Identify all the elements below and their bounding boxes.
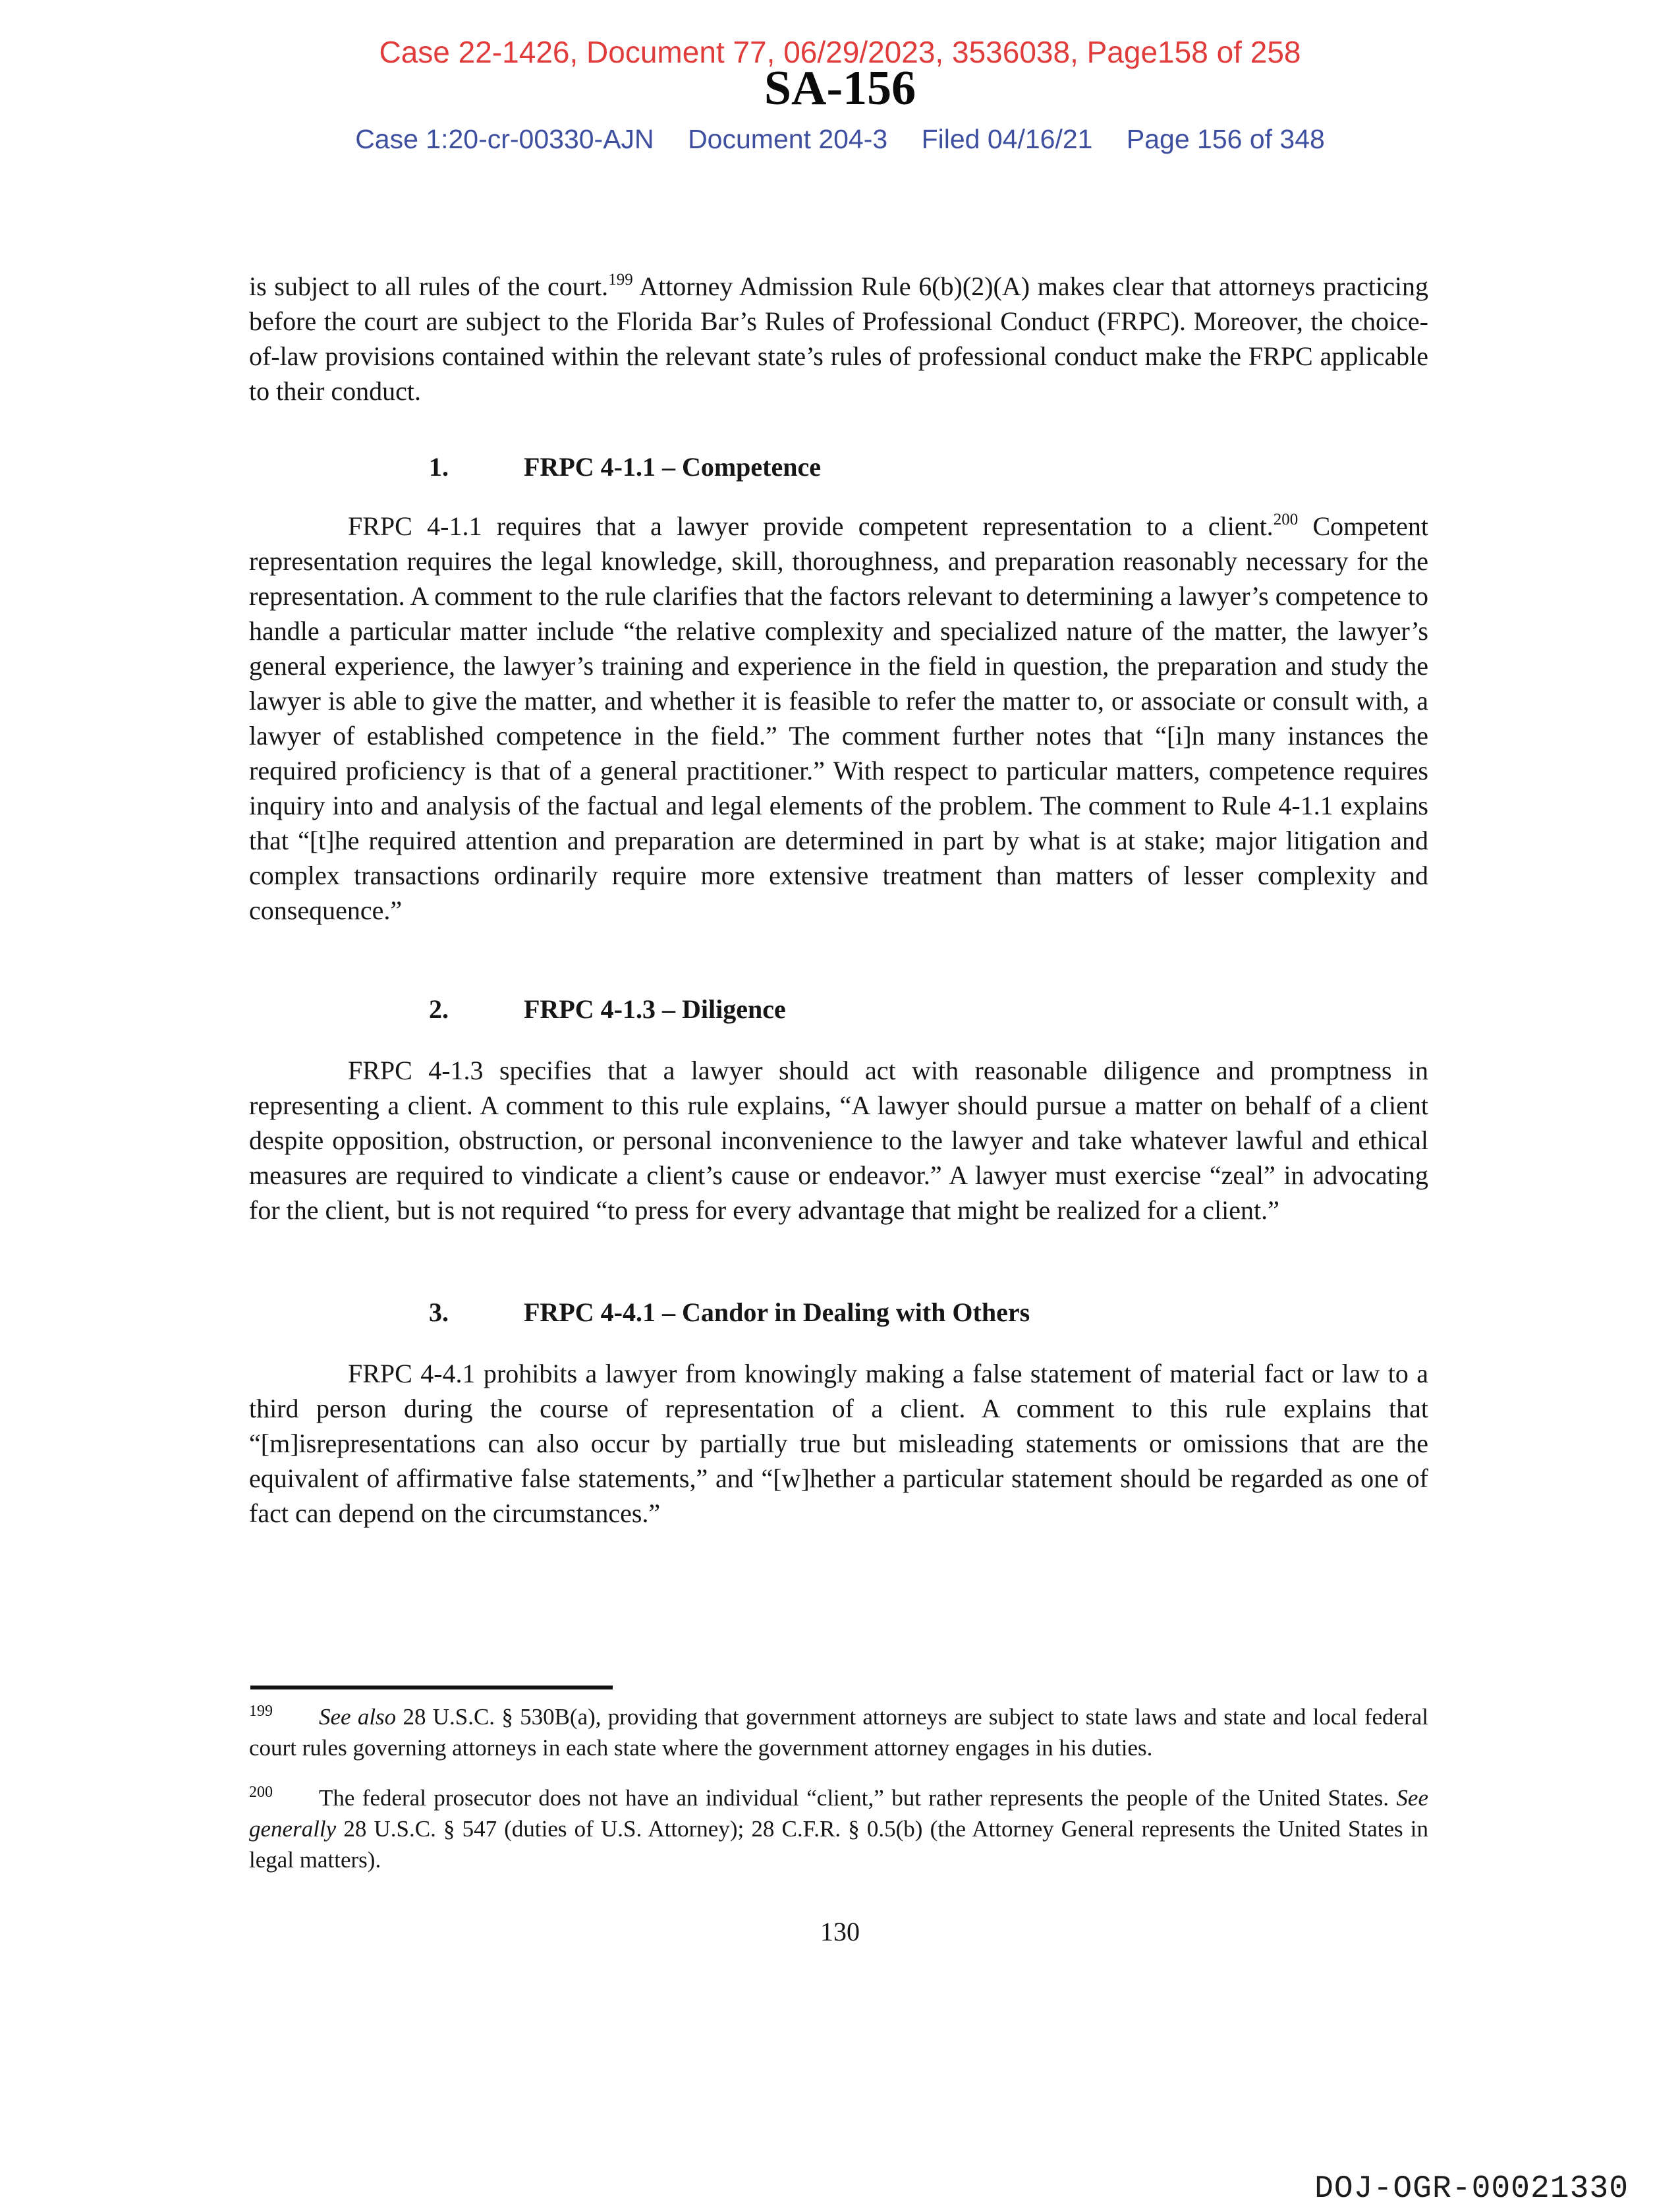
paragraph-intro [249,269,1428,409]
district-case-number: Case 1:20-cr-00330-AJN [355,124,654,154]
paragraph-diligence: FRPC 4-1.3 specifies that a lawyer should act with reasonable diligence and promptness in representing a client. A comment to this rule explains, “A lawyer should pursue a matter on behalf of a client despite opposition, obstruction, or personal inconvenience to the lawyer and take whatever lawful and ethical measures are required to vindicate a client’s cause or endeavor.” A lawyer must exercise “zeal” in advocating for the client, but is not required “to press for every advantage that might be realized for a client.” [249,1056,1428,1225]
footnote-199 [249,1701,1428,1763]
footnote-199-citation-signal: See also [319,1704,397,1730]
heading-frpc-4-1-1 [429,449,1483,484]
footnote-ref-199: 199 [608,271,633,289]
paragraph-intro-text: is subject to all rules of the court. [249,271,609,301]
footnote-200-citation-signal: See generally [249,1785,1428,1842]
paragraph-competence-text-cont: Competent representation requires the legal knowledge, skill, thoroughness, and preparation reasonably necessary for the representation. A comment to the rule clarifies that the factors relevant to determining a lawyer’s competence to handle a particular matter include “the relative complexity and specialized nature of the matter, the lawyer’s general experience, the lawyer’s training and experience in the field in question, the preparation and study the lawyer is able to give the matter, and whether it is feasible to refer the matter to, or associate or consult with, a lawyer of established competence in the field.” The comment further notes that “[i]n many instances the required proficiency is that of a general practitioner.” With respect to particular matters, competence requires inquiry into and analysis of the factual and legal elements of the problem. The comment to Rule 4-1.1 explains that “[t]he required attention and preparation are determined in part by what is at stake; major litigation and complex transactions ordinarily require more extensive treatment than matters of lesser complexity and consequence.” [249,511,1428,925]
footnote-200 [249,1782,1428,1875]
footnote-200-number: 200 [249,1784,273,1801]
district-filed-date: Filed 04/16/21 [921,124,1093,154]
heading-title: FRPC 4-1.3 – Diligence [524,994,786,1024]
footnote-199-text-cont: 28 U.S.C. § 530B(a), providing that government attorneys are subject to state laws and state and local federal court rules governing attorneys in each state where the government attorney engages in his duties. [249,1704,1428,1761]
bates-number: DOJ-OGR-00021330 [1314,2171,1629,2207]
heading-number: 3. [429,1297,449,1327]
district-document-number: Document 204-3 [688,124,888,154]
district-court-stamp [0,124,1680,155]
appendix-page-label: SA-156 [764,61,916,115]
heading-frpc-4-1-3 [429,992,1483,1027]
heading-title: FRPC 4-1.1 – Competence [524,452,821,482]
paragraph-competence [249,509,1428,928]
footnote-separator-rule [250,1686,613,1689]
ecf-header-stamp: Case 22-1426, Document 77, 06/29/2023, 3536038, Page158 of 258 [379,35,1301,69]
heading-number: 1. [429,452,449,482]
footnote-200-text: The federal prosecutor does not have an individual “client,” but rather represents the people of the United States. [319,1785,1397,1811]
heading-title: FRPC 4-4.1 – Candor in Dealing with Others [524,1297,1030,1327]
paragraph-candor: FRPC 4-4.1 prohibits a lawyer from knowingly making a false statement of material fact or law to a third person during the course of representation of a client. A comment to this rule explains that “[m]isrepresentations can also occur by partially true but misleading statements or omissions that are the equivalent of affirmative false statements,” and “[w]hether a particular statement should be regarded as one of fact can depend on the circumstances.” [249,1359,1428,1528]
district-page-number: Page 156 of 348 [1126,124,1325,154]
paragraph-intro-text-cont: Attorney Admission Rule 6(b)(2)(A) makes clear that attorneys practicing before the court are subject to the Florida Bar’s Rules of Professional Conduct (FRPC). Moreover, the choice-of-law provisions contained within the relevant state’s rules of professional conduct make the FRPC applicable to their conduct. [249,271,1428,406]
page-number: 130 [820,1917,860,1946]
footnote-200-text-cont: 28 U.S.C. § 547 (duties of U.S. Attorney); 28 C.F.R. § 0.5(b) (the Attorney General represents the United States in legal matters). [249,1816,1428,1873]
paragraph-competence-text: FRPC 4-1.1 requires that a lawyer provide competent representation to a client. [348,511,1274,541]
heading-number: 2. [429,994,449,1024]
footnote-199-number: 199 [249,1703,273,1720]
footnote-ref-200: 200 [1273,511,1299,528]
heading-frpc-4-4-1 [429,1295,1483,1330]
